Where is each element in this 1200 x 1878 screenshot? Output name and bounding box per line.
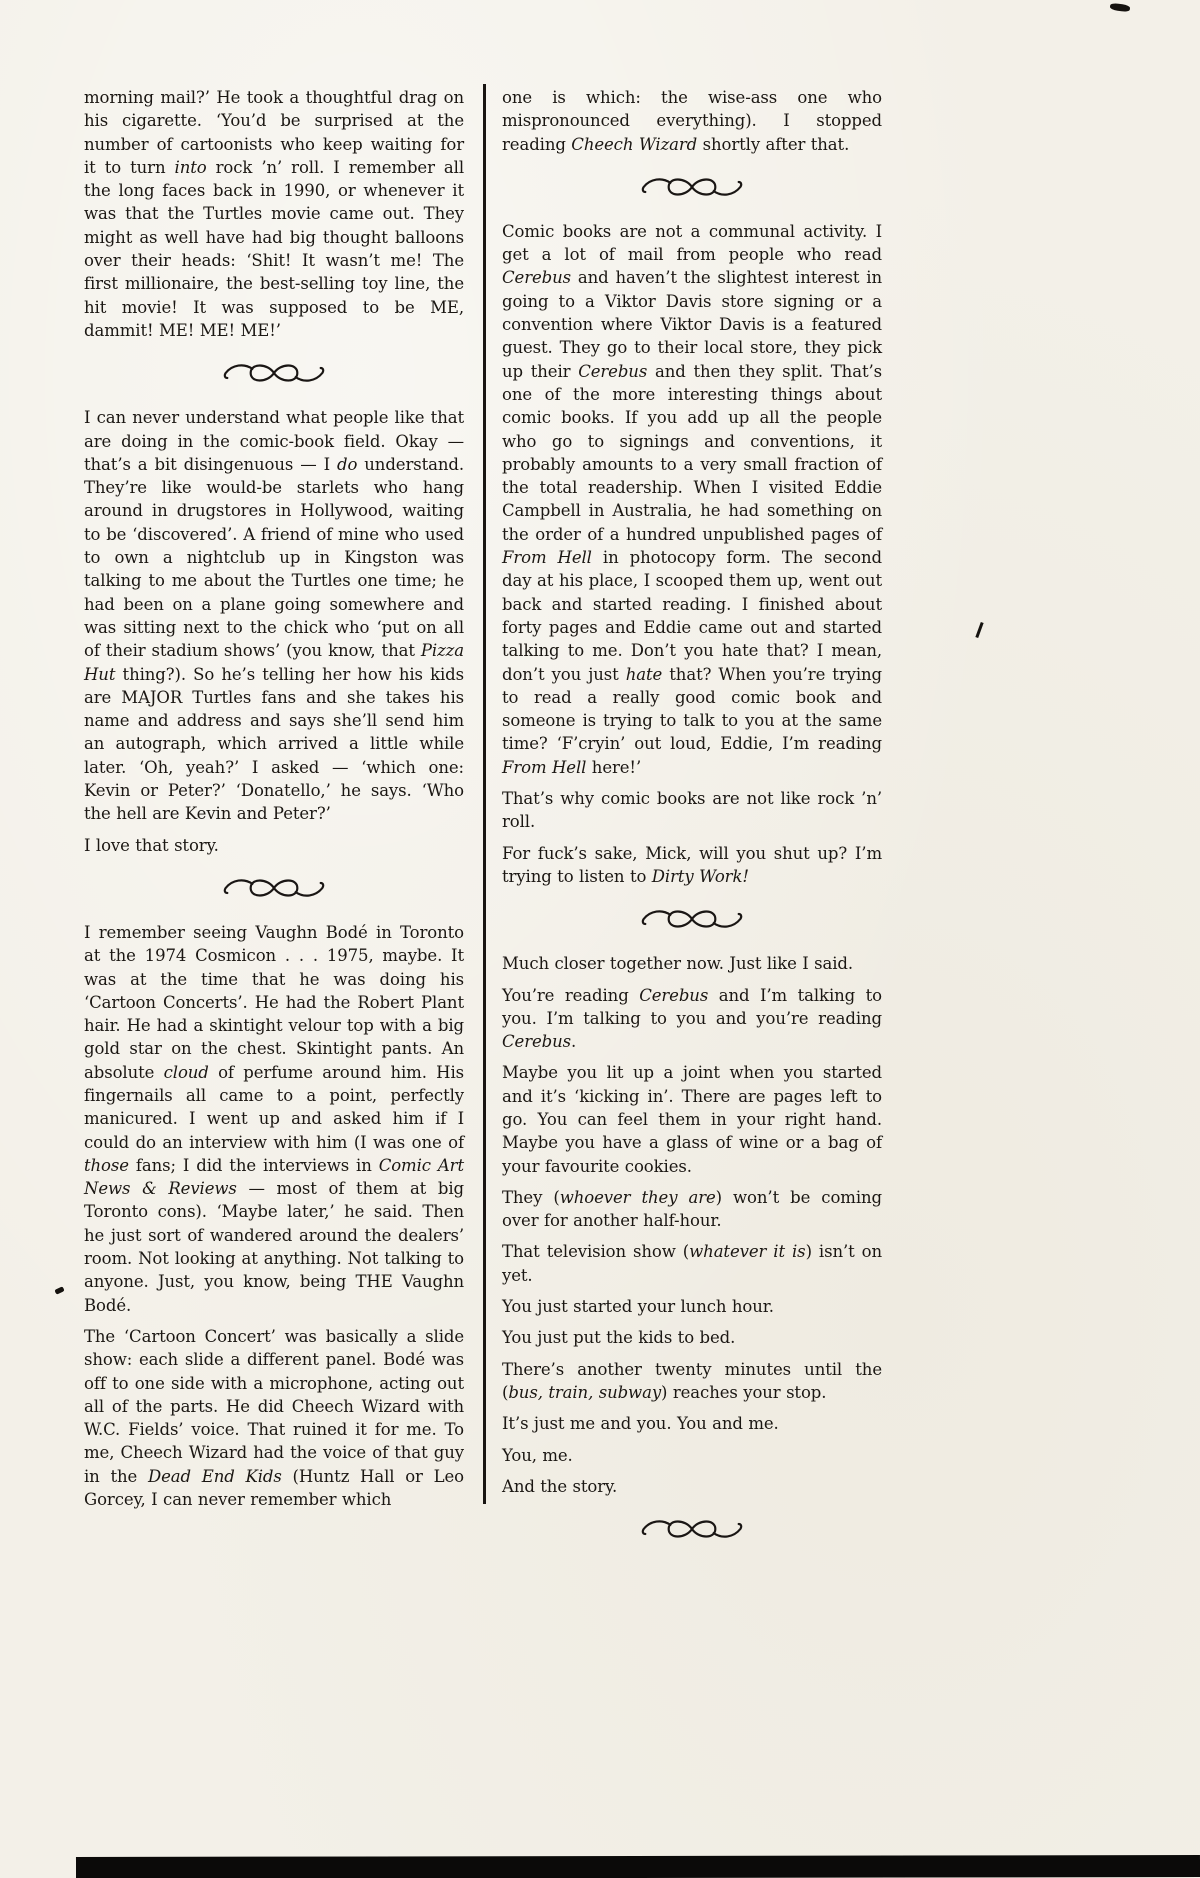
paragraph: I remember seeing Vaughn Bodé in Toronto at the 1974 Cosmicon . . . 1975, maybe. It was at the time that he was doing his ‘Cartoon Concerts’. He had the Robert Plant hair. He had a skintight velour top with a big gold star on the chest. Skintight pants. An absolute cloud of perfume around him. His fingernails all came to a point, perfectly manicured. I went up and asked him if I could do an interview with him (I was one of those fans; I did the interviews in Comic Art News & Reviews — most of them at big Toronto cons). ‘Maybe later,’ he said. Then he just sort of wandered around the dealers’ room. Not looking at anything. Not talking to anyone. Just, you know, being THE Vaughn Bodé.: [84, 922, 464, 1315]
paragraph: You’re reading Cerebus and I’m talking to you. I’m talking to you and you’re reading Cerebus.: [502, 985, 882, 1052]
flourish-divider-icon: [502, 172, 882, 202]
paragraph: They (whoever they are) won’t be coming over for another half-hour.: [502, 1187, 882, 1231]
flourish-divider-icon: [84, 873, 464, 903]
paragraph: And the story.: [502, 1476, 618, 1496]
paragraph: Much closer together now. Just like I said.: [502, 954, 854, 974]
paragraph: I can never understand what people like that are doing in the comic-book field. Okay — that’s a bit disingenuous — I do understand. They’re like would-be starlets who hang around in drugstores in Hollywood, waiting to be ‘discovered’. A friend of mine who used to own a nightclub up in Kingston was talking to me about the Turtles one time; he had been on a plane going somewhere and was sitting next to the chick who ‘put on all of their stadium shows’ (you know, that Pizza Hut thing?). So he’s telling her how his kids are MAJOR Turtles fans and she takes his name and address and says she’ll send him an autograph, which arrived a little while later. ‘Oh, yeah?’ I asked — ‘which one: Kevin or Peter?’ ‘Donatello,’ he says. ‘Who the hell are Kevin and Peter?’: [84, 408, 465, 824]
paragraph: Maybe you lit up a joint when you started and it’s ‘kicking in’. There are pages left to go. You can feel them in your right hand. Maybe you have a glass of wine or a bag of your favourite cookies.: [502, 1063, 882, 1176]
paragraph: one is which: the wise-ass one who mispronounced everything). I stopped reading Cheech Wizard shortly after that.: [502, 88, 882, 154]
paragraph: There’s another twenty minutes until the (bus, train, subway) reaches your stop.: [502, 1359, 882, 1402]
paragraph: The ‘Cartoon Concert’ was basically a slide show: each slide a different panel. Bodé was off to one side with a microphone, acting out all of the parts. He did Cheech Wizard with W.C. Fields’ voice. That ruined it for me. To me, Cheech Wizard had the voice of that guy in the Dead End Kids (Huntz Hall or Leo Gorcey, I can never remember which: [84, 1326, 464, 1510]
scan-artifact: [975, 622, 983, 638]
right-column: [502, 86, 882, 1562]
paragraph: That television show (whatever it is) isn’t on yet.: [502, 1242, 883, 1285]
scan-edge-bottom: [76, 1855, 1200, 1878]
scan-artifact: [54, 1286, 64, 1294]
paragraph: I love that story.: [84, 835, 219, 855]
paragraph: It’s just me and you. You and me.: [502, 1414, 779, 1434]
scan-artifact: [1110, 3, 1131, 13]
paragraph: You just put the kids to bed.: [502, 1328, 736, 1348]
column-divider-rule: [483, 84, 486, 1504]
paragraph: You just started your lunch hour.: [502, 1297, 774, 1317]
paragraph: morning mail?’ He took a thoughtful drag on his cigarette. ‘You’d be surprised at the number of cartoonists who keep waiting for it to turn into rock ’n’ roll. I remember all the long faces back in 1990, or whenever it was that the Turtles movie came out. They might as well have had big thought balloons over their heads: ‘Shit! It wasn’t me! The first millionaire, the best-selling toy line, the hit movie! It was supposed to be ME, dammit! ME! ME! ME!’: [84, 88, 464, 340]
paragraph: You, me.: [502, 1445, 573, 1465]
paragraph: That’s why comic books are not like rock ’n’ roll.: [502, 789, 882, 832]
flourish-divider-icon: [502, 1514, 882, 1544]
left-column: [84, 86, 464, 1519]
paragraph: Comic books are not a communal activity. I get a lot of mail from people who read Cerebus and haven’t the slightest interest in going to a Viktor Davis store signing or a convention where Viktor Davis is a featured guest. They go to their local store, they pick up their Cerebus and then they split. That’s one of the more interesting things about comic books. If you add up all the people who go to signings and conventions, it probably amounts to a very small fraction of the total readership. When I visited Eddie Campbell in Australia, he had something on the order of a hundred unpublished pages of From Hell in photocopy form. The second day at his place, I scooped them up, went out back and started reading. I finished about forty pages and Eddie came out and started talking to me. Don’t you hate that? I mean, don’t you just hate that? When you’re trying to read a really good comic book and someone is trying to talk to you at the same time? ‘F’cryin’ out loud, Eddie, I’m reading From Hell here!’: [502, 221, 883, 777]
paragraph: For fuck’s sake, Mick, will you shut up? I’m trying to listen to Dirty Work!: [502, 843, 882, 886]
flourish-divider-icon: [502, 904, 882, 934]
flourish-divider-icon: [84, 358, 464, 388]
